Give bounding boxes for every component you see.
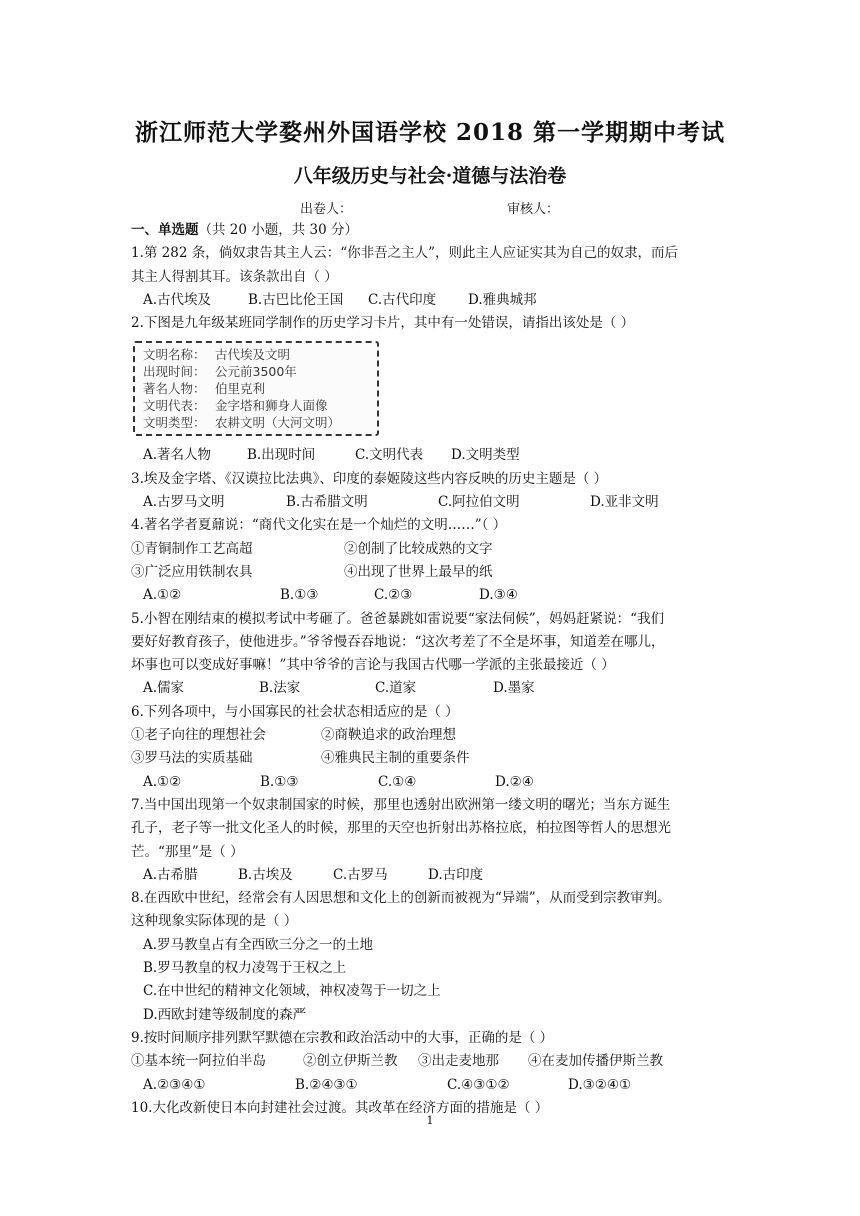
question-3-text: 3.埃及金字塔、《汉谟拉比法典》、印度的泰姬陵这些内容反映的历史主题是（ ） (131, 470, 608, 487)
option-c: C.②③ (374, 587, 413, 604)
option-d: D.古印度 (428, 866, 484, 883)
question-5-text: 5.小智在刚结束的模拟考试中考砸了。爸爸暴跳如雷说要“家法伺候”，妈妈赶紧说：“我们 (131, 610, 665, 627)
question-9-items (131, 1050, 731, 1073)
card-value: 金字塔和狮身人面像 (215, 398, 328, 414)
option-a: A.古代埃及 (143, 291, 212, 308)
option-a: A.儒家 (143, 680, 185, 697)
question-8-text-cont: 这种现象实际体现的是（ ） (131, 913, 298, 930)
option-c: C.古代印度 (368, 291, 437, 308)
option-b: B.①③ (260, 773, 299, 790)
question-3-options (131, 491, 731, 514)
reviewer-label: 审核人： (507, 202, 560, 217)
question-1-text: 1.第 282 条，倘奴隶告其主人云：“你非吾之主人”，则此主人应证实其为自己的奴隶，而后 (131, 245, 679, 262)
section-note: （共 20 小题，共 30 分） (198, 222, 359, 238)
question-1-options (131, 289, 731, 312)
card-label: 文明名称： (143, 347, 206, 363)
question-8-text: 8.在西欧中世纪，经常会有人因思想和文化上的创新而被视为“异端”，从而受到宗教审判。 (131, 890, 671, 907)
question-5-options (131, 677, 731, 700)
option-a: A.①② (143, 773, 182, 790)
question-2-options (131, 444, 731, 467)
option-d: D.③④ (479, 587, 518, 604)
option-c: C.文明代表 (355, 447, 424, 464)
question-6-text: 6.下列各项中，与小国寡民的社会状态相适应的是（ ） (131, 703, 459, 720)
option-c: C.道家 (375, 680, 417, 697)
question-7-text-cont: 孔子，老子等一批文化圣人的时候，那里的天空也折射出苏格拉底，柏拉图等哲人的思想光 (131, 820, 671, 837)
option-a: A.古希腊 (143, 866, 198, 883)
card-value: 古代埃及文明 (215, 347, 291, 363)
statement-2: ②创制了比较成熟的文字 (344, 540, 493, 557)
card-row (143, 363, 369, 380)
option-b: B.罗马教皇的权力凌驾于王权之上 (143, 960, 347, 977)
option-b: B.法家 (259, 680, 301, 697)
card-row (143, 346, 369, 363)
option-d: D.墨家 (493, 680, 535, 697)
card-label: 文明类型： (143, 415, 206, 431)
question-9-options (131, 1074, 731, 1097)
option-d: D.文明类型 (451, 447, 520, 464)
question-6-items (131, 747, 731, 770)
exam-title: 浙江师范大学婺州外国语学校 2018 第一学期期中考试 (134, 119, 726, 146)
option-b: B.①③ (280, 587, 319, 604)
statement-2: ②商鞅追求的政治理想 (321, 727, 456, 744)
exam-content (131, 219, 731, 1120)
option-a: A.②③④① (143, 1076, 206, 1093)
statement-4: ④雅典民主制的重要条件 (321, 750, 470, 767)
question-6-items (131, 724, 731, 747)
statement-3: ③罗马法的实质基础 (131, 750, 253, 767)
option-d: D.②④ (495, 773, 534, 790)
option-b: B.古巴比伦王国 (248, 291, 344, 308)
card-value: 农耕文明（大河文明） (215, 415, 341, 431)
option-c: C.在中世纪的精神文化领域，神权凌驾于一切之上 (143, 983, 441, 1000)
statement-1: ①青铜制作工艺高超 (131, 540, 253, 557)
statement-1: ①老子向往的理想社会 (131, 727, 266, 744)
question-7-options (131, 864, 731, 887)
card-row (143, 397, 369, 414)
exam-subtitle: 八年级历史与社会·道德与法治卷 (293, 165, 567, 187)
question-4-items (131, 561, 731, 584)
option-d: D.雅典城邦 (468, 291, 537, 308)
option-d: D.③②④① (568, 1076, 632, 1093)
question-4-options (131, 584, 731, 607)
section-heading (131, 219, 731, 242)
question-7-text: 7.当中国出现第一个奴隶制国家的时候，那里也透射出欧洲第一缕文明的曙光；当东方诞生 (131, 796, 671, 813)
statement-3: ③出走麦地那 (418, 1053, 499, 1070)
option-d: D.西欧封建等级制度的森严 (143, 1006, 307, 1023)
card-row (143, 414, 369, 431)
question-4-text: 4.著名学者夏鼐说：“商代文化实在是一个灿烂的文明……”（ ） (131, 517, 507, 534)
setter-label: 出卷人： (300, 202, 353, 217)
card-label: 出现时间： (143, 364, 206, 380)
card-label: 文明代表： (143, 398, 206, 414)
statement-4: ④在麦加传播伊斯兰教 (528, 1053, 663, 1070)
option-d: D.亚非文明 (590, 494, 659, 511)
card-value: 公元前3500年 (215, 364, 297, 380)
option-c: C.④③①② (447, 1076, 510, 1093)
question-1-text-cont: 其主人得割其耳。该条款出自（ ） (131, 268, 338, 285)
statement-3: ③广泛应用铁制农具 (131, 563, 253, 580)
question-2-text: 2.下图是九年级某班同学制作的历史学习卡片，其中有一处错误，请指出该处是（ ） (131, 315, 635, 332)
question-6-options (131, 771, 731, 794)
option-b: B.②④③① (295, 1076, 358, 1093)
option-c: C.阿拉伯文明 (438, 494, 520, 511)
history-study-card (133, 341, 379, 436)
option-c: C.①④ (378, 773, 417, 790)
card-row (143, 380, 369, 397)
option-b: B.古埃及 (238, 866, 293, 883)
question-7-text-cont: 芒。“那里”是（ ） (131, 843, 244, 860)
statement-1: ①基本统一阿拉伯半岛 (131, 1053, 266, 1070)
question-4-items (131, 538, 731, 561)
card-label: 著名人物： (143, 381, 206, 397)
option-b: B.古希腊文明 (286, 494, 368, 511)
statement-2: ②创立伊斯兰教 (303, 1053, 398, 1070)
option-b: B.出现时间 (247, 447, 316, 464)
question-5-text-cont: 坏事也可以变成好事嘛！”其中爷爷的言论与我国古代哪一学派的主张最接近（ ） (131, 657, 615, 674)
question-5-text-cont: 要好好教育孩子，使他进步。”爷爷慢吞吞地说：“这次考差了不全是坏事，知道差在哪儿， (131, 633, 665, 650)
option-a: A.古罗马文明 (143, 494, 225, 511)
option-a: A.①② (143, 587, 182, 604)
question-9-text: 9.按时间顺序排列默罕默德在宗教和政治活动中的大事，正确的是（ ） (131, 1029, 554, 1046)
option-a: A.著名人物 (143, 447, 212, 464)
card-value: 伯里克利 (215, 381, 266, 397)
section-title: 一、单选题 (131, 222, 199, 238)
option-a: A.罗马教皇占有全西欧三分之一的土地 (143, 936, 374, 953)
statement-4: ④出现了世界上最早的纸 (344, 563, 493, 580)
question-10-text: 10.大化改新使日本向封建社会过渡。其改革在经济方面的措施是（ ） (131, 1099, 549, 1116)
page-number: 1 (426, 1114, 434, 1127)
option-c: C.古罗马 (333, 866, 388, 883)
